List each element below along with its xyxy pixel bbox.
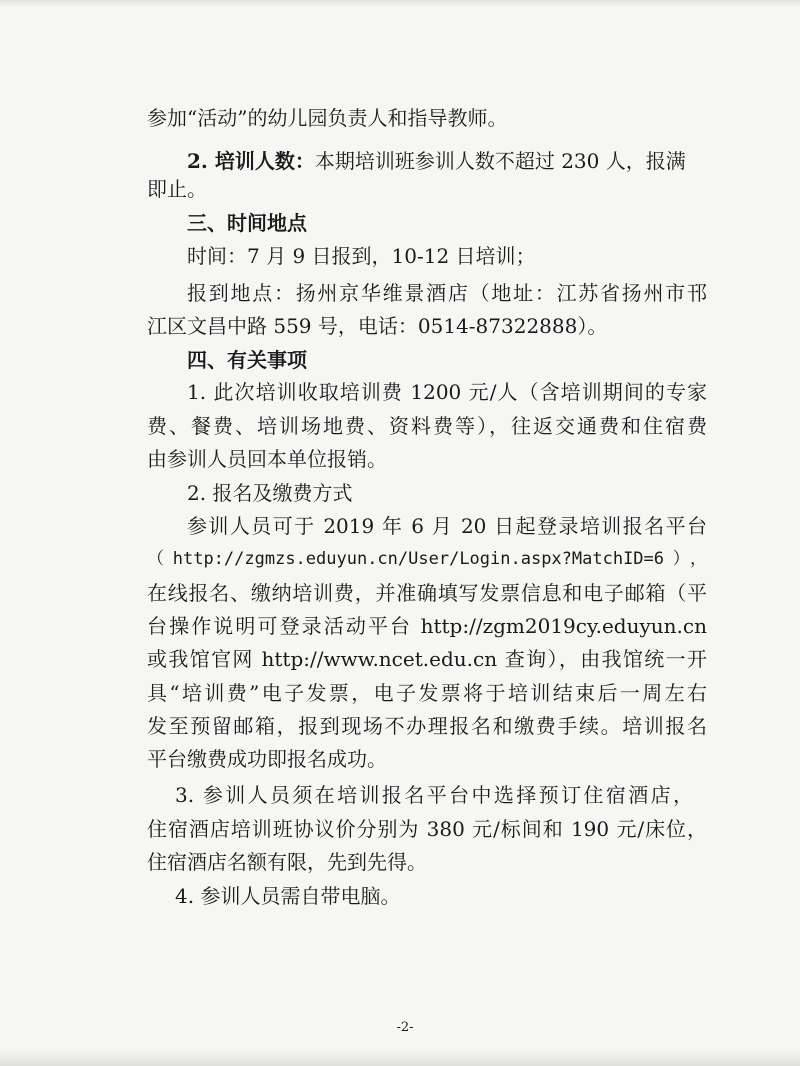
body-line: 时间：7 月 9 日报到，10-12 日培训；	[187, 244, 536, 268]
scan-edge-top	[0, 0, 800, 8]
body-line: 江区文昌中路 559 号，电话：0514-87322888）。	[147, 314, 608, 338]
body-line: 2. 报名及缴费方式	[187, 481, 353, 505]
body-line: 4. 参训人员需自带电脑。	[175, 884, 401, 908]
body-line: 由参训人员回本单位报销。	[147, 447, 387, 471]
body-line: 具“培训费”电子发票，电子发票将于培训结束后一周左右	[147, 681, 707, 705]
body-line: 平台缴费成功即报名成功。	[147, 747, 387, 771]
url-line: （http://zgmzs.eduyun.cn/User/Login.aspx?MatchID=6），	[147, 549, 707, 569]
body-line: 发至预留邮箱，报到现场不办理报名和缴费手续。培训报名	[147, 714, 707, 738]
body-line	[187, 147, 686, 175]
body-line: 参训人员可于 2019 年 6 月 20 日起登录培训报名平台	[187, 514, 707, 538]
section-heading-matters: 四、有关事项	[187, 348, 307, 372]
body-line: 1. 此次培训收取培训费 1200 元/人（含培训期间的专家	[187, 380, 707, 404]
body-line: 报到地点：扬州京华维景酒店（地址：江苏省扬州市邗	[187, 281, 707, 305]
participants-label: 2. 培训人数：	[187, 149, 315, 173]
body-line: 即止。	[147, 177, 207, 201]
page-number: -2-	[396, 1020, 414, 1035]
body-line: 住宿酒店培训班协议价分别为 380 元/标间和 190 元/床位，	[147, 817, 707, 841]
body-line: 或我馆官网 http://www.ncet.edu.cn 查询），由我馆统一开	[147, 647, 707, 671]
body-line: 在线报名、缴纳培训费，并准确填写发票信息和电子邮箱（平	[147, 581, 707, 605]
scan-edge-bottom	[0, 1050, 800, 1066]
body-line: 住宿酒店名额有限，先到先得。	[147, 850, 427, 874]
body-line: 3. 参训人员须在培训报名平台中选择预订住宿酒店，	[175, 783, 693, 807]
section-heading-time-place: 三、时间地点	[187, 211, 307, 235]
body-line: 参加“活动”的幼儿园负责人和指导教师。	[147, 106, 508, 130]
body-line: 费、餐费、培训场地费、资料费等），往返交通费和住宿费	[147, 414, 707, 438]
body-line: 台操作说明可登录活动平台 http://zgm2019cy.eduyun.cn	[147, 614, 707, 638]
participants-text: 本期培训班参训人数不超过 230 人，报满	[314, 149, 686, 173]
